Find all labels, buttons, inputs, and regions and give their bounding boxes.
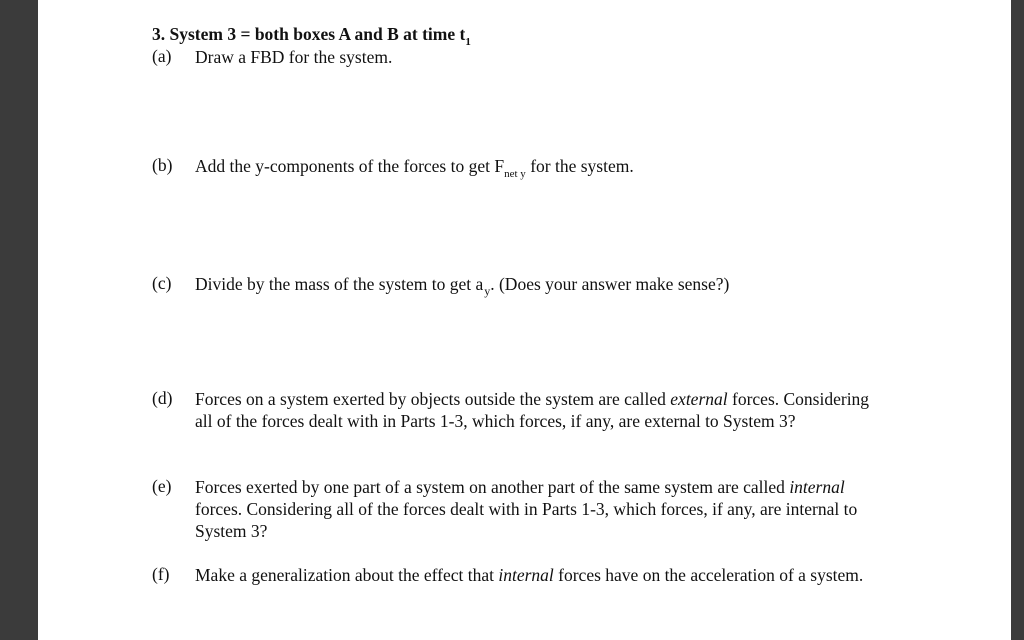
- part-f-text: [195, 564, 872, 586]
- part-b-letter: (b): [152, 155, 173, 175]
- part-c-letter: (c): [152, 273, 172, 293]
- part-f-emphasis: internal: [498, 565, 554, 585]
- question-heading: [152, 24, 471, 48]
- part-a: [152, 46, 872, 68]
- part-e-text: [195, 476, 872, 542]
- part-d-letter: (d): [152, 388, 173, 408]
- part-b-symbol: F: [494, 156, 505, 176]
- part-d-emphasis: external: [670, 389, 728, 409]
- part-b-text-after: for the system.: [525, 156, 634, 176]
- part-b-text: [195, 155, 872, 180]
- part-e-text-after: forces. Considering all of the forces dealt with in Parts 1-3, which forces, if any, are internal to System 3?: [195, 499, 858, 541]
- document-page: [38, 0, 1011, 640]
- part-f-letter: (f): [152, 564, 170, 584]
- part-d-text-before: Forces on a system exerted by objects outside the system are called: [195, 389, 671, 409]
- part-c-symbol: a: [475, 274, 485, 294]
- part-a-letter: (a): [152, 46, 172, 66]
- part-a-text: Draw a FBD for the system.: [195, 47, 393, 67]
- part-b-symbol-sub: net y: [504, 168, 526, 180]
- heading-label: 3. System 3 = both boxes A and B at time t: [152, 24, 466, 44]
- part-b-text-before: Add the y-components of the forces to get: [195, 156, 495, 176]
- part-c-text-after: . (Does your answer make sense?): [490, 274, 730, 294]
- part-d-text-after: forces. Considering all of the forces dealt with in Parts 1-3, which forces, if any, are external to System 3?: [195, 389, 870, 431]
- part-f: [152, 564, 872, 586]
- part-b: [152, 155, 872, 180]
- part-e: [152, 476, 872, 542]
- part-e-letter: (e): [152, 476, 172, 496]
- part-c: [152, 273, 872, 297]
- viewer-right-frame: [1011, 0, 1024, 640]
- part-e-emphasis: internal: [789, 477, 845, 497]
- part-c-text: [195, 273, 872, 297]
- heading-subscript: 1: [465, 36, 471, 48]
- part-f-text-after: forces have on the acceleration of a system.: [553, 565, 864, 585]
- part-e-text-before: Forces exerted by one part of a system on another part of the same system are called: [195, 477, 790, 497]
- part-d-text: [195, 388, 872, 432]
- part-c-text-before: Divide by the mass of the system to get: [195, 274, 476, 294]
- part-c-symbol-sub: y: [484, 284, 491, 298]
- part-f-text-before: Make a generalization about the effect that: [195, 565, 499, 585]
- part-d: [152, 388, 872, 432]
- viewer-left-frame: [0, 0, 38, 640]
